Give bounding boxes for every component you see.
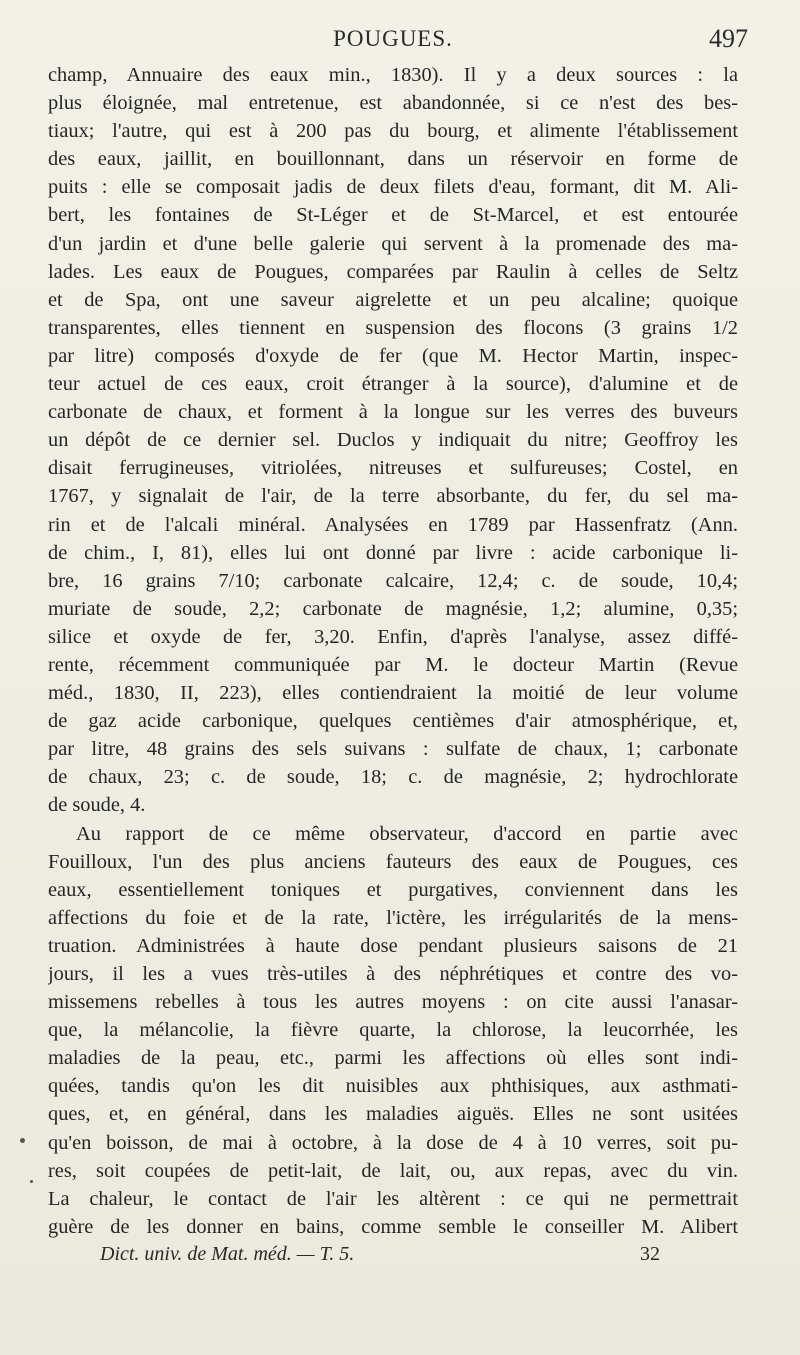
- text-line: qu'en boisson, de mai à octobre, à la dose de 4 à 10 verres, soit pu-: [48, 1131, 738, 1154]
- text-line: muriate de soude, 2,2; carbonate de magnésie, 1,2; alumine, 0,35;: [48, 597, 738, 620]
- signature-line: Dict. univ. de Mat. méd. — T. 5.: [100, 1243, 355, 1265]
- page-number: 497: [709, 24, 748, 53]
- text-line: rin et de l'alcali minéral. Analysées en 1789 par Hassenfratz (Ann.: [48, 513, 738, 536]
- text-line: rente, récemment communiquée par M. le docteur Martin (Revue: [48, 653, 738, 676]
- margin-speck: [20, 1138, 25, 1143]
- text-line: transparentes, elles tiennent en suspension des flocons (3 grains 1/2: [48, 316, 738, 339]
- text-line: carbonate de chaux, et forment à la longue sur les verres des buveurs: [48, 401, 738, 424]
- text-line: méd., 1830, II, 223), elles contiendraient la moitié de leur volume: [48, 682, 738, 705]
- text-line: 1767, y signalait de l'air, de la terre absorbante, du fer, du sel ma-: [48, 485, 738, 508]
- text-line: ques, et, en général, dans les maladies aiguës. Elles ne sont usitées: [48, 1103, 738, 1126]
- text-line: teur actuel de ces eaux, croit étranger à la source), d'alumine et de: [48, 373, 738, 396]
- text-line: de gaz acide carbonique, quelques centièmes d'air atmosphérique, et,: [48, 710, 738, 733]
- text-line: missemens rebelles à tous les autres moyens : on cite aussi l'anasar-: [48, 991, 738, 1014]
- text-line: silice et oxyde de fer, 3,20. Enfin, d'après l'analyse, assez diffé-: [48, 625, 738, 648]
- text-line: jours, il les a vues très-utiles à des néphrétiques et contre des vo-: [48, 963, 738, 985]
- text-line: que, la mélancolie, la fièvre quarte, la chlorose, la leucorrhée, les: [48, 1019, 738, 1042]
- text-line: quées, tandis qu'on les dit nuisibles aux phthisiques, aux asthmati-: [48, 1075, 738, 1098]
- text-line: puits : elle se composait jadis de deux filets d'eau, formant, dit M. Ali-: [48, 176, 738, 199]
- paragraph-2: [48, 820, 738, 1241]
- text-line: des eaux, jaillit, en bouillonnant, dans un réservoir en forme de: [48, 148, 738, 171]
- text-line: La chaleur, le contact de l'air les altèrent : ce qui ne permettrait: [48, 1187, 738, 1210]
- page-header: [48, 20, 748, 60]
- text-line: plus éloignée, mal entretenue, est abandonnée, si ce n'est des bes-: [48, 92, 738, 115]
- text-line: Au rapport de ce même observateur, d'accord en partie avec: [76, 822, 738, 845]
- text-line: par litre) composés d'oxyde de fer (que M. Hector Martin, inspec-: [48, 344, 738, 367]
- text-line: un dépôt de ce dernier sel. Duclos y indiquait du nitre; Geoffroy les: [48, 429, 738, 452]
- text-line: guère de les donner en bains, comme semble le conseiller M. Alibert: [48, 1215, 738, 1238]
- text-line: res, soit coupées de petit-lait, de lait, ou, aux repas, avec du vin.: [48, 1159, 738, 1182]
- text-line: maladies de la peau, etc., parmi les affections où elles sont indi-: [48, 1047, 738, 1070]
- signature-mark: 32: [640, 1243, 660, 1265]
- text-line: de soude, 4.: [48, 794, 146, 817]
- text-line: eaux, essentiellement toniques et purgatives, conviennent dans les: [48, 878, 738, 901]
- text-line: par litre, 48 grains des sels suivans : sulfate de chaux, 1; carbonate: [48, 738, 738, 761]
- text-line: truation. Administrées à haute dose pendant plusieurs saisons de 21: [48, 934, 738, 957]
- text-line: d'un jardin et d'une belle galerie qui servent à la promenade des ma-: [48, 232, 738, 255]
- text-line: champ, Annuaire des eaux min., 1830). Il y a deux sources : la: [48, 64, 738, 86]
- text-line: disait ferrugineuses, vitriolées, nitreuses et sulfureuses; Costel, en: [48, 457, 738, 480]
- text-line: affections du foie et de la rate, l'ictère, les irrégularités de la mens-: [48, 906, 738, 929]
- page-footer: [100, 1243, 660, 1273]
- text-line: de chaux, 23; c. de soude, 18; c. de magnésie, 2; hydrochlorate: [48, 766, 738, 789]
- text-line: de chim., I, 81), elles lui ont donné par livre : acide carbonique li-: [48, 541, 738, 564]
- body-text: [48, 61, 738, 1241]
- text-line: lades. Les eaux de Pougues, comparées par Raulin à celles de Seltz: [48, 260, 738, 283]
- text-line: bre, 16 grains 7/10; carbonate calcaire, 12,4; c. de soude, 10,4;: [48, 569, 738, 592]
- running-title: POUGUES.: [333, 26, 453, 51]
- text-line: et de Spa, ont une saveur aigrelette et un peu alcaline; quoique: [48, 288, 738, 311]
- margin-speck: [30, 1180, 33, 1183]
- text-line: Fouilloux, l'un des plus anciens fauteurs des eaux de Pougues, ces: [48, 850, 738, 873]
- text-line: tiaux; l'autre, qui est à 200 pas du bourg, et alimente l'établissement: [48, 120, 738, 143]
- text-line: bert, les fontaines de St-Léger et de St-Marcel, et est entourée: [48, 204, 738, 227]
- paragraph-1: [48, 61, 738, 820]
